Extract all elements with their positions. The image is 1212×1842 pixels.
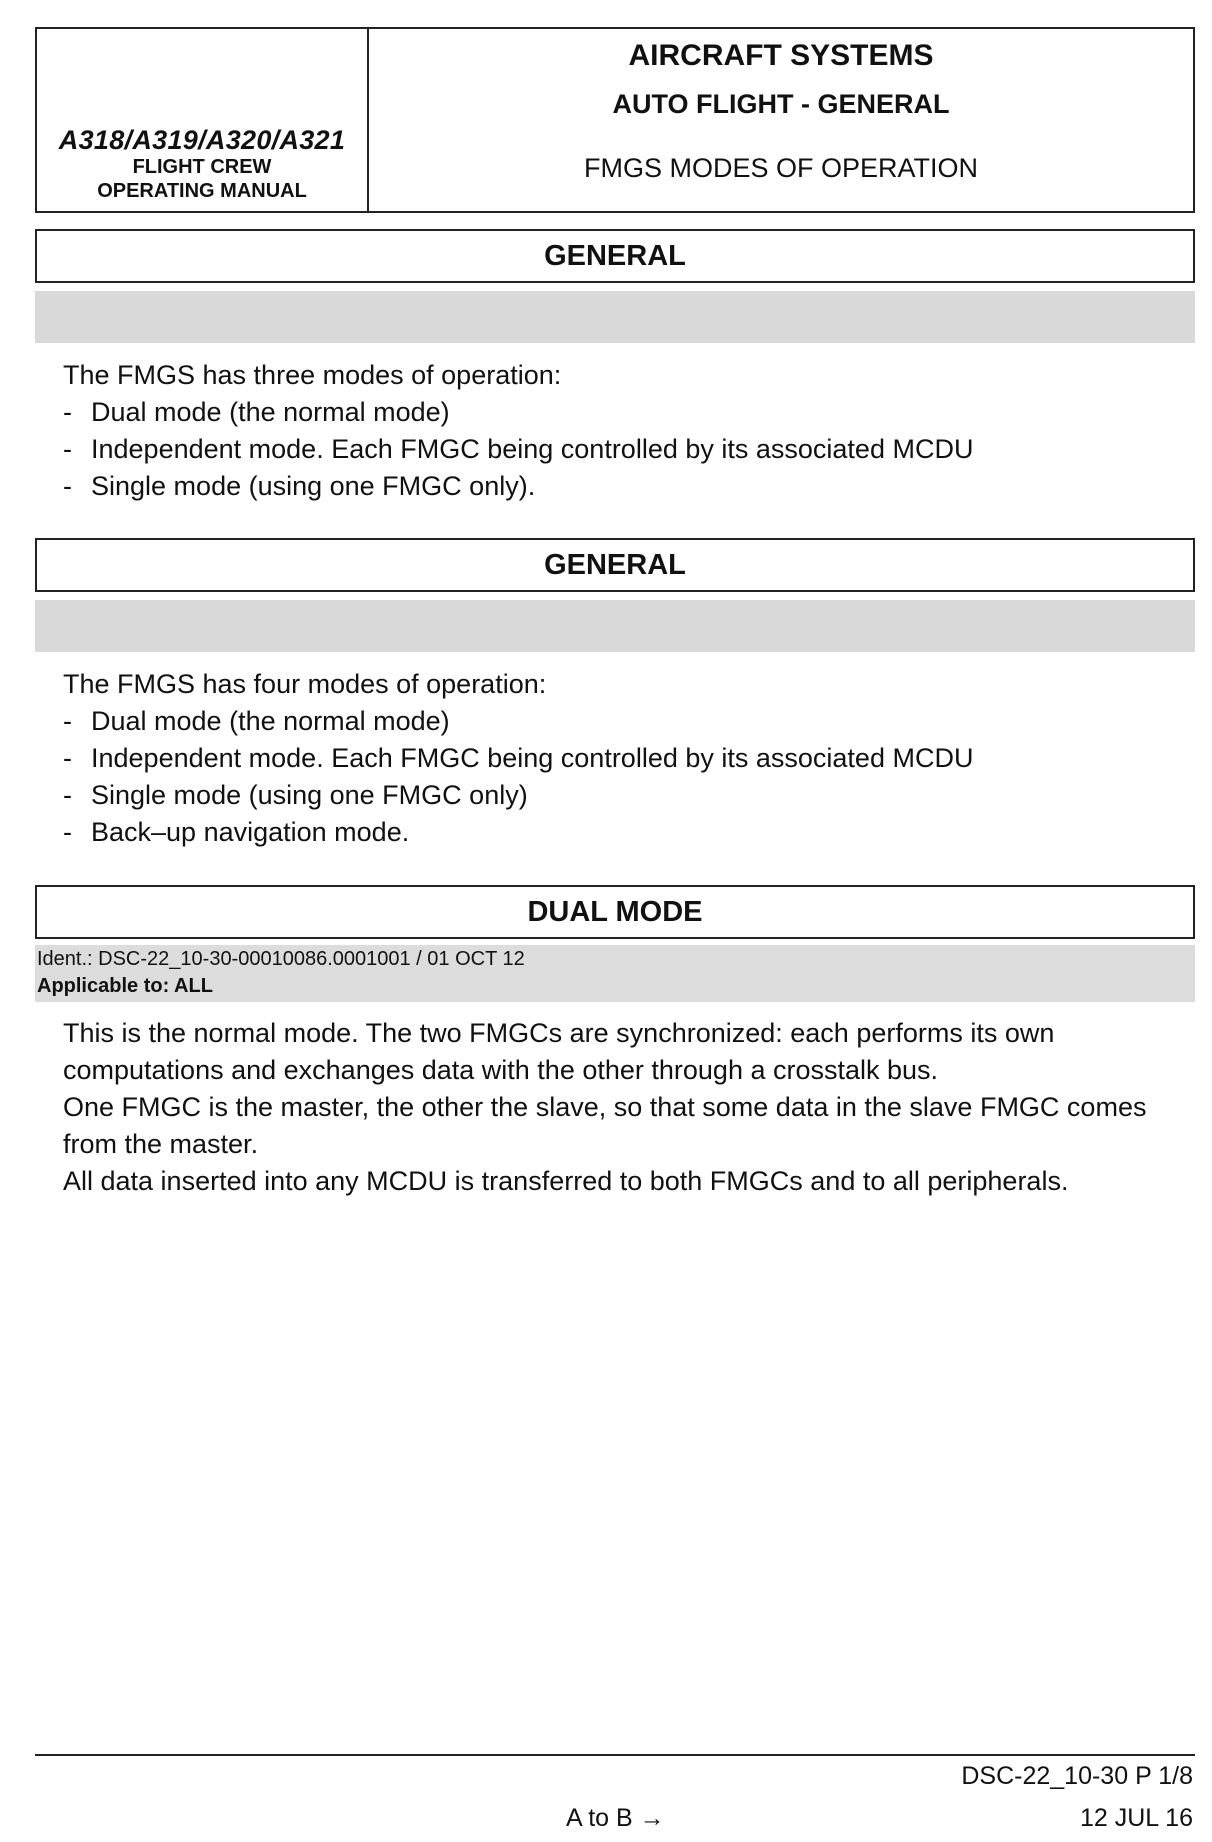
- applicability-navigation[interactable]: A to B →: [566, 1804, 665, 1832]
- section-heading-dual-mode: DUAL MODE: [35, 885, 1195, 939]
- paragraph: One FMGC is the master, the other the slave, so that some data in the slave FMGC comes from the master.: [63, 1092, 1147, 1159]
- revision-date: 12 JUL 16: [1079, 1804, 1193, 1832]
- chapter-title: AIRCRAFT SYSTEMS: [628, 39, 934, 72]
- manual-identity: [37, 29, 369, 211]
- list-item: - Independent mode. Each FMGC being controlled by its associated MCDU: [63, 431, 973, 468]
- list-item: - Single mode (using one FMGC only).: [63, 468, 973, 505]
- list-item: - Independent mode. Each FMGC being controlled by its associated MCDU: [63, 740, 973, 777]
- modes-list: [63, 703, 973, 851]
- manual-name-line-2: OPERATING MANUAL: [97, 180, 307, 202]
- ident-band: [35, 945, 1195, 1002]
- applicability-band: [35, 600, 1195, 652]
- chapter-subtitle: AUTO FLIGHT - GENERAL: [612, 89, 950, 119]
- page-reference: DSC-22_10-30 P 1/8: [961, 1762, 1193, 1790]
- chapter-info: [369, 29, 1193, 211]
- applicability-band: [35, 291, 1195, 343]
- footer-divider: [35, 1754, 1195, 1756]
- ident-reference: Ident.: DSC-22_10-30-00010086.0001001 / 01 OCT 12: [37, 948, 525, 970]
- chapter-topic: FMGS MODES OF OPERATION: [583, 153, 979, 183]
- section-heading-general-2: GENERAL: [35, 538, 1195, 592]
- list-item: - Back–up navigation mode.: [63, 814, 973, 851]
- section-intro: The FMGS has four modes of operation:: [63, 669, 547, 699]
- aircraft-model: A318/A319/A320/A321: [58, 125, 346, 155]
- manual-name-line-1: FLIGHT CREW: [132, 156, 272, 178]
- paragraph: All data inserted into any MCDU is transferred to both FMGCs and to all peripherals.: [63, 1166, 1069, 1196]
- modes-list: [63, 394, 973, 505]
- paragraph: This is the normal mode. The two FMGCs are synchronized: each performs its own computations and exchanges data with the other through a crosstalk bus.: [63, 1018, 1055, 1085]
- applicability: Applicable to: ALL: [37, 975, 213, 997]
- list-item: - Single mode (using one FMGC only): [63, 777, 973, 814]
- dual-mode-body: [63, 1015, 1193, 1200]
- list-item: - Dual mode (the normal mode): [63, 703, 973, 740]
- document-header: [35, 27, 1195, 213]
- list-item: - Dual mode (the normal mode): [63, 394, 973, 431]
- section-heading-general-1: GENERAL: [35, 229, 1195, 283]
- section-intro: The FMGS has three modes of operation:: [63, 360, 562, 390]
